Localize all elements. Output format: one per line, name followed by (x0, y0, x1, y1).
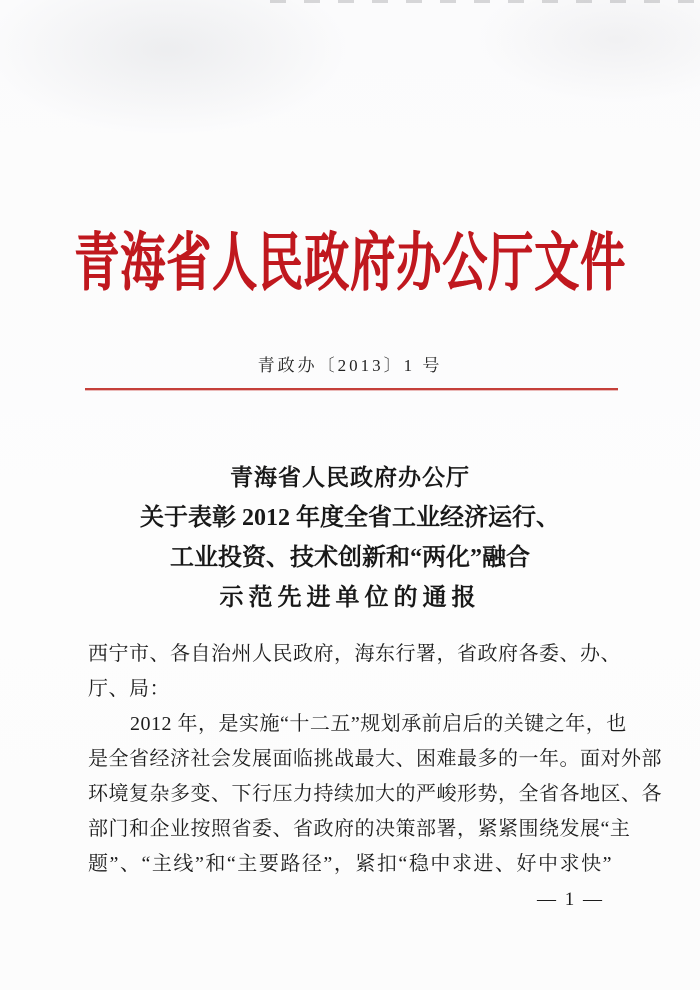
title-line-4: 示范先进单位的通报 (219, 585, 481, 611)
red-divider-rule (85, 388, 618, 390)
scan-artifact (270, 0, 700, 3)
title-line-1: 青海省人民政府办公厅 (230, 465, 470, 490)
paragraph-line: 部门和企业按照省委、省政府的决策部署，紧紧围绕发展“主 (88, 818, 631, 840)
paragraph-line: 是全省经济社会发展面临挑战最大、困难最多的一年。面对外部 (88, 748, 662, 770)
paragraph-line: 2012 年，是实施“十二五”规划承前启后的关键之年，也 (130, 713, 627, 735)
document-number: 青政办〔2013〕1 号 (257, 356, 443, 375)
title-line-3: 工业投资、技术创新和“两化”融合 (170, 545, 530, 571)
page-number: — 1 — (537, 889, 604, 910)
paragraph-line: 环境复杂多变、下行压力持续加大的严峻形势，全省各地区、各 (88, 783, 662, 805)
document-title (50, 458, 650, 618)
document-body (88, 637, 662, 882)
salutation-line: 厅、局： (88, 678, 170, 700)
document-header-title: 青海省人民政府办公厅文件 (73, 227, 626, 299)
title-line-2: 关于表彰 2012 年度全省工业经济运行、 (140, 505, 560, 531)
salutation-line: 西宁市、各自治州人民政府，海东行署，省政府各委、办、 (88, 643, 621, 665)
paragraph-line: 题”、“主线”和“主要路径”，紧扣“稳中求进、好中求快” (88, 853, 612, 875)
